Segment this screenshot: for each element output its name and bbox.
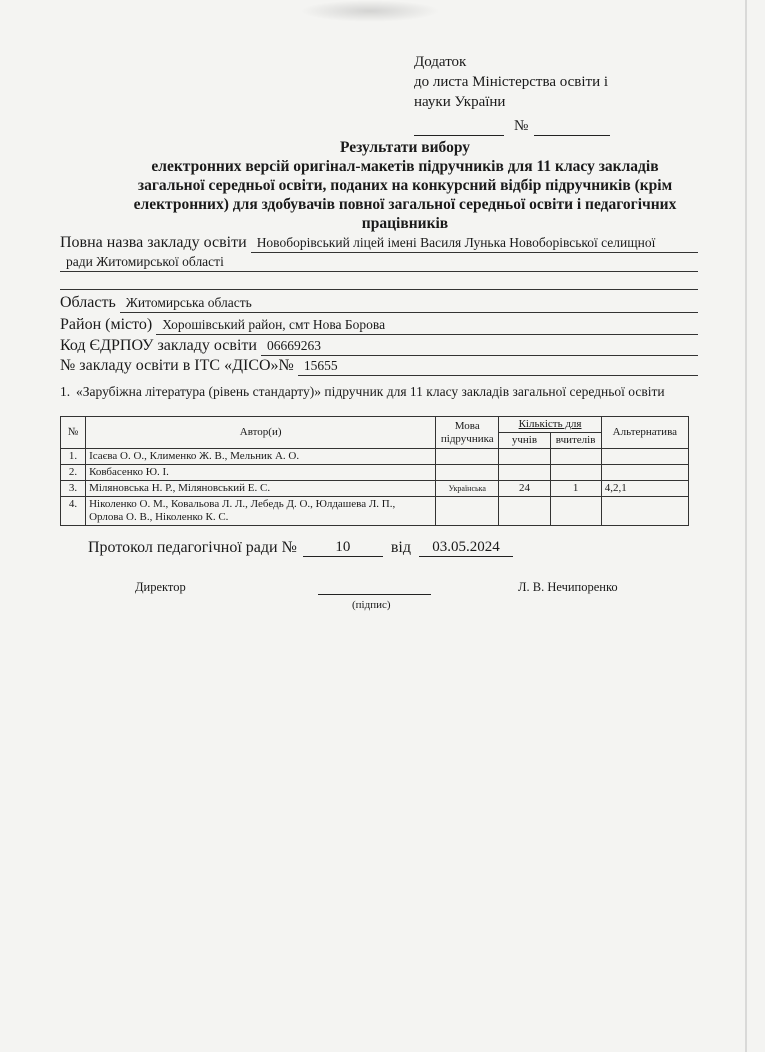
row-teachers xyxy=(550,449,601,465)
school-name-value-cont: ради Житомирської області xyxy=(60,253,698,272)
row-alt xyxy=(601,449,688,465)
subject-item-number: 1. xyxy=(60,384,71,399)
itc-value: 15655 xyxy=(298,357,698,376)
reg-number-blank xyxy=(534,120,610,136)
region-field xyxy=(60,293,698,313)
textbook-table xyxy=(60,416,689,526)
edrpou-label: Код ЄДРПОУ закладу освіти xyxy=(60,337,257,354)
row-author: Ковбасенко Ю. І. xyxy=(86,465,436,481)
row-author: Міляновська Н. Р., Міляновський Е. С. xyxy=(86,481,436,497)
row-num: 2. xyxy=(61,465,86,481)
addendum-line-3: науки України xyxy=(414,94,506,110)
header-author: Автор(и) xyxy=(86,417,436,449)
row-students xyxy=(499,465,550,481)
row-author: Ніколенко О. М., Ковальова Л. Л., Лебедь Д. О., Юлдашева Л. П., Орлова О. В., Ніколенко К. С. xyxy=(86,497,436,526)
document-title xyxy=(60,138,750,233)
region-value: Житомирська область xyxy=(120,294,698,313)
school-name-field-cont xyxy=(60,253,698,272)
itc-field xyxy=(60,356,698,376)
row-teachers xyxy=(550,497,601,526)
row-lang: Українська xyxy=(436,481,499,497)
header-students: учнів xyxy=(499,433,550,449)
addendum-block xyxy=(414,52,610,136)
edrpou-field xyxy=(60,336,698,356)
protocol-date: 03.05.2024 xyxy=(419,539,513,557)
director-name: Л. В. Нечипоренко xyxy=(518,580,618,594)
signature-hint: (підпис) xyxy=(352,599,391,611)
subject-item xyxy=(60,384,698,399)
table-row xyxy=(61,481,689,497)
blank-line xyxy=(60,289,698,290)
signature-line xyxy=(318,594,431,595)
row-num: 4. xyxy=(61,497,86,526)
row-students: 24 xyxy=(499,481,550,497)
title-line-5: працівників xyxy=(361,215,449,232)
school-name-label: Повна назва закладу освіти xyxy=(60,234,247,251)
row-teachers: 1 xyxy=(550,481,601,497)
scan-artifact xyxy=(300,0,440,22)
table-row xyxy=(61,465,689,481)
reg-number-sign: № xyxy=(514,118,529,134)
region-label: Область xyxy=(60,294,116,311)
row-lang xyxy=(436,449,499,465)
header-teachers: вчителів xyxy=(550,433,601,449)
row-author: Ісаєва О. О., Клименко Ж. В., Мельник А. О. xyxy=(86,449,436,465)
row-alt xyxy=(601,465,688,481)
protocol-from: від xyxy=(390,539,411,556)
itc-label: № закладу освіти в ІТС «ДІСО»№ xyxy=(60,357,294,374)
header-count: Кількість для xyxy=(499,417,601,433)
edrpou-value: 06669263 xyxy=(261,337,698,356)
addendum-line-1: Додаток xyxy=(414,54,467,70)
title-line-2: електронних версій оригінал-макетів підручників для 11 класу закладів xyxy=(151,158,659,175)
header-alt: Альтернатива xyxy=(601,417,688,449)
subject-item-text: «Зарубіжна література (рівень стандарту)» підручник для 11 класу закладів загальної середньої освіти xyxy=(76,384,665,399)
header-num: № xyxy=(61,417,86,449)
protocol-line xyxy=(88,539,513,557)
reg-date-blank xyxy=(414,120,504,136)
district-label: Район (місто) xyxy=(60,316,153,333)
row-alt: 4,2,1 xyxy=(601,481,688,497)
registration-line xyxy=(414,116,610,136)
addendum-line-2: до листа Міністерства освіти і xyxy=(414,74,609,90)
title-line-4: електронних) для здобувачів повної загальної середньої освіти і педагогічних xyxy=(133,196,677,213)
school-name-field xyxy=(60,233,698,253)
director-role: Директор xyxy=(135,580,186,594)
district-field xyxy=(60,315,698,335)
row-lang xyxy=(436,497,499,526)
protocol-label: Протокол педагогічної ради № xyxy=(88,539,297,556)
title-line-1: Результати вибору xyxy=(339,139,471,156)
row-students xyxy=(499,449,550,465)
table-row xyxy=(61,449,689,465)
row-alt xyxy=(601,497,688,526)
title-line-3: загальної середньої освіти, поданих на конкурсний відбір підручників (крім xyxy=(137,177,673,194)
protocol-number: 10 xyxy=(303,539,383,557)
row-teachers xyxy=(550,465,601,481)
school-name-value: Новоборівський ліцей імені Василя Лунька Новоборівської селищної xyxy=(251,234,698,253)
row-num: 3. xyxy=(61,481,86,497)
district-value: Хорошівський район, смт Нова Борова xyxy=(156,316,698,335)
header-lang: Мова підручника xyxy=(436,417,499,449)
row-students xyxy=(499,497,550,526)
row-lang xyxy=(436,465,499,481)
table-row xyxy=(61,497,689,526)
row-num: 1. xyxy=(61,449,86,465)
